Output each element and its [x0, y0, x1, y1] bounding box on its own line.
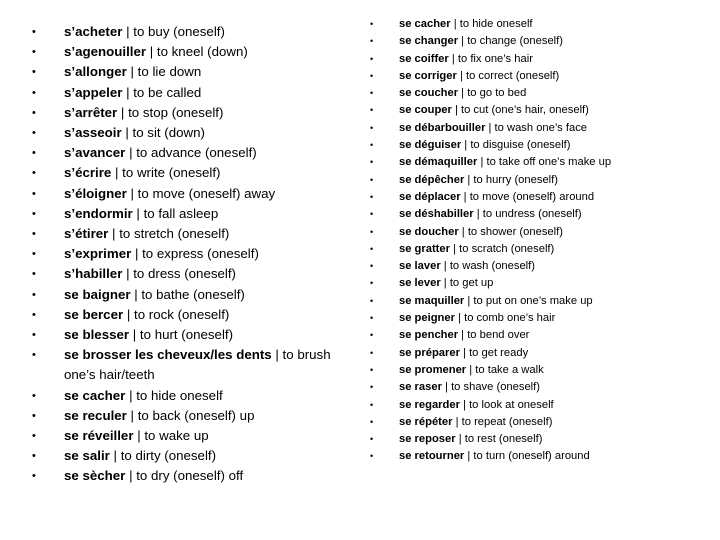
verb-meaning: to back (oneself) up: [137, 407, 255, 423]
verb-term: se reposer: [399, 433, 456, 446]
verb-meaning: to dry (oneself) off: [136, 468, 244, 484]
verb-list-item: • s’agenouiller | to kneel (down): [0, 42, 360, 62]
verb-list-item: • se coucher | to go to bed: [0, 85, 720, 102]
verb-list-item: • s’éloigner | to move (oneself) away: [0, 184, 360, 204]
verb-meaning: to cut (one’s hair, oneself): [460, 104, 589, 117]
verb-meaning: to undress (oneself): [482, 208, 582, 221]
verb-term: se cacher: [399, 18, 451, 30]
verb-list-item: • se cacher | to hide oneself: [0, 386, 360, 406]
verb-term: se préparer: [399, 346, 460, 359]
verb-meaning: to comb one’s hair: [464, 312, 556, 325]
verb-list-item: • se bercer | to rock (oneself): [0, 305, 360, 325]
verb-term: se dépêcher: [399, 173, 465, 186]
verb-list-item: • s’allonger | to lie down: [0, 62, 360, 82]
verb-meaning: to fix one’s hair: [457, 52, 533, 65]
verb-list-item: • s’endormir | to fall asleep: [0, 204, 360, 224]
verb-term: se débarbouiller: [399, 121, 486, 134]
verb-meaning: to express (oneself): [142, 246, 259, 262]
verb-term: s’étirer: [64, 226, 109, 242]
verb-meaning: to be called: [133, 84, 202, 100]
verb-meaning: to hurt (oneself): [139, 327, 234, 343]
verb-list-item: • se pencher | to bend over: [0, 327, 720, 344]
verb-meaning: to dress (oneself): [133, 266, 236, 282]
verb-list-item: • se préparer | to get ready: [0, 345, 720, 362]
verb-meaning: to get up: [449, 277, 494, 290]
verb-term: se déguiser: [399, 139, 462, 152]
verb-meaning: to buy (oneself): [133, 24, 225, 39]
verb-meaning: to turn (oneself) around: [473, 450, 590, 463]
verb-list-item: • se déguiser | to disguise (oneself): [0, 137, 720, 154]
verb-meaning: to advance (oneself): [136, 145, 257, 161]
verb-list-item: • se déplacer | to move (oneself) around: [0, 189, 720, 206]
verb-list-item: • se lever | to get up: [0, 275, 720, 292]
verb-list-item: • se promener | to take a walk: [0, 362, 720, 379]
verb-meaning: to dirty (oneself): [120, 448, 217, 464]
verb-term: se laver: [399, 260, 441, 273]
verb-list-item: • se reposer | to rest (oneself): [0, 431, 720, 448]
verb-meaning: to take off one’s make up: [486, 156, 612, 169]
verb-meaning: to go to bed: [467, 87, 527, 100]
verb-list-item: • s’étirer | to stretch (oneself): [0, 224, 360, 244]
verb-meaning: to stop (oneself): [128, 104, 224, 120]
verb-term: se coucher: [399, 87, 459, 100]
verb-list-item: • se gratter | to scratch (oneself): [0, 241, 720, 258]
verb-meaning: to hurry (oneself): [473, 173, 558, 186]
verb-list-item: • se coiffer | to fix one’s hair: [0, 51, 720, 68]
verb-list-item: • se regarder | to look at oneself: [0, 397, 720, 414]
verb-meaning: to bathe (oneself): [141, 286, 245, 302]
verb-list-item: • se maquiller | to put on one’s make up: [0, 293, 720, 310]
verb-list-item: • s’avancer | to advance (oneself): [0, 143, 360, 163]
verb-meaning: to put on one’s make up: [473, 294, 593, 307]
verb-list-item: • se dépêcher | to hurry (oneself): [0, 172, 720, 189]
verb-meaning: to bend over: [467, 329, 530, 342]
verb-list-item: • s’exprimer | to express (oneself): [0, 244, 360, 264]
verb-list-item: • se répéter | to repeat (oneself): [0, 414, 720, 431]
verb-meaning: to kneel (down): [156, 44, 248, 60]
verb-meaning: to hide oneself: [459, 18, 533, 30]
verb-term: s’éloigner: [64, 185, 127, 201]
verb-meaning: to scratch (oneself): [459, 242, 555, 255]
verb-term: se salir: [64, 448, 110, 464]
verb-term: se baigner: [64, 286, 131, 302]
verb-list-item: • se réveiller | to wake up: [0, 426, 360, 446]
verb-term: se raser: [399, 381, 442, 394]
verb-meaning: to shave (oneself): [451, 381, 540, 394]
verb-term: s’agenouiller: [64, 44, 147, 60]
verb-term: se coiffer: [399, 52, 449, 65]
verb-term: se peigner: [399, 312, 455, 325]
verb-list-item: • se brosser les cheveux/les dents | to brush one’s hair/teeth: [0, 345, 360, 385]
verb-term: se couper: [399, 104, 452, 117]
verb-list-item: • se salir | to dirty (oneself): [0, 446, 360, 466]
verb-term: se déplacer: [399, 190, 461, 203]
verb-term: s’écrire: [64, 165, 112, 181]
verb-term: se brosser les cheveux/les dents: [64, 347, 272, 363]
verb-meaning: to fall asleep: [143, 205, 219, 221]
verb-term: s’appeler: [64, 84, 123, 100]
verb-term: se promener: [399, 363, 467, 376]
verb-list-item: • se laver | to wash (oneself): [0, 258, 720, 275]
verb-meaning: to wake up: [144, 428, 209, 444]
verb-term: se retourner: [399, 450, 465, 463]
right-verb-list: [0, 16, 720, 466]
verb-meaning: to look at oneself: [469, 398, 554, 411]
verb-term: s’exprimer: [64, 246, 132, 262]
verb-meaning: to correct (oneself): [465, 69, 560, 82]
verb-term: se gratter: [399, 242, 450, 255]
verb-meaning: to sit (down): [132, 125, 205, 141]
verb-list-item: • se sècher | to dry (oneself) off: [0, 466, 360, 486]
verb-term: se doucher: [399, 225, 459, 238]
verb-list-item: • se corriger | to correct (oneself): [0, 68, 720, 85]
verb-list-item: • se doucher | to shower (oneself): [0, 224, 720, 241]
verb-term: se réveiller: [64, 428, 134, 444]
verb-meaning: to lie down: [137, 64, 202, 80]
verb-term: se changer: [399, 35, 459, 48]
verb-list-item: • s’arrêter | to stop (oneself): [0, 103, 360, 123]
verb-term: s’acheter: [64, 24, 123, 39]
verb-meaning: to take a walk: [475, 363, 544, 376]
verb-term: s’allonger: [64, 64, 127, 80]
verb-list-item: • se retourner | to turn (oneself) around: [0, 448, 720, 465]
verb-term: se pencher: [399, 329, 459, 342]
verb-list-item: • se débarbouiller | to wash one’s face: [0, 120, 720, 137]
verb-list-item: • se démaquiller | to take off one’s make up: [0, 154, 720, 171]
verb-meaning: to shower (oneself): [467, 225, 563, 238]
verb-term: se cacher: [64, 387, 126, 403]
verb-list-item: • se blesser | to hurt (oneself): [0, 325, 360, 345]
verb-meaning: to write (oneself): [122, 165, 221, 181]
verb-list-item: • se déshabiller | to undress (oneself): [0, 206, 720, 223]
verb-term: s’endormir: [64, 205, 133, 221]
verb-meaning: to stretch (oneself): [119, 226, 230, 242]
verb-list-item: • s’habiller | to dress (oneself): [0, 264, 360, 284]
verb-meaning: to change (oneself): [467, 35, 563, 48]
verb-meaning: to move (oneself) around: [469, 190, 595, 203]
verb-term: s’avancer: [64, 145, 126, 161]
verb-term: se blesser: [64, 327, 130, 343]
verb-list-item: • se reculer | to back (oneself) up: [0, 406, 360, 426]
verb-term: se lever: [399, 277, 441, 290]
verb-list-item: • se cacher | to hide oneself: [0, 16, 720, 33]
verb-list-item: • se raser | to shave (oneself): [0, 379, 720, 396]
verb-list-item: • s’appeler | to be called: [0, 83, 360, 103]
verb-term: se regarder: [399, 398, 460, 411]
verb-meaning: to wash (oneself): [449, 260, 536, 273]
verb-term: se déshabiller: [399, 208, 474, 221]
verb-list-item: • se changer | to change (oneself): [0, 33, 720, 50]
verb-term: se reculer: [64, 407, 127, 423]
verb-term: se sècher: [64, 468, 126, 484]
verb-meaning: to disguise (oneself): [470, 139, 571, 152]
verb-term: se démaquiller: [399, 156, 478, 169]
verb-list-item: • se peigner | to comb one’s hair: [0, 310, 720, 327]
verb-meaning: to get ready: [469, 346, 529, 359]
verb-meaning: to hide oneself: [136, 387, 223, 403]
verb-list-item: • s’asseoir | to sit (down): [0, 123, 360, 143]
verb-list-item: • s’acheter | to buy (oneself): [0, 22, 360, 42]
verb-term: se répéter: [399, 415, 453, 428]
verb-term: s’asseoir: [64, 125, 122, 141]
verb-term: se bercer: [64, 306, 124, 322]
verb-meaning: to repeat (oneself): [461, 415, 553, 428]
verb-list-item: • se couper | to cut (one’s hair, oneself): [0, 102, 720, 119]
verb-meaning: to move (oneself) away: [137, 185, 276, 201]
verb-term: se maquiller: [399, 294, 465, 307]
verb-term: se corriger: [399, 69, 457, 82]
verb-term: s’habiller: [64, 266, 123, 282]
verb-meaning: to brush one’s hair/teeth: [64, 347, 331, 383]
verb-list-item: • se baigner | to bathe (oneself): [0, 285, 360, 305]
verb-meaning: to rock (oneself): [134, 306, 230, 322]
verb-list-item: • s’écrire | to write (oneself): [0, 163, 360, 183]
verb-meaning: to rest (oneself): [464, 433, 543, 446]
verb-term: s’arrêter: [64, 104, 118, 120]
verb-meaning: to wash one’s face: [494, 121, 588, 134]
